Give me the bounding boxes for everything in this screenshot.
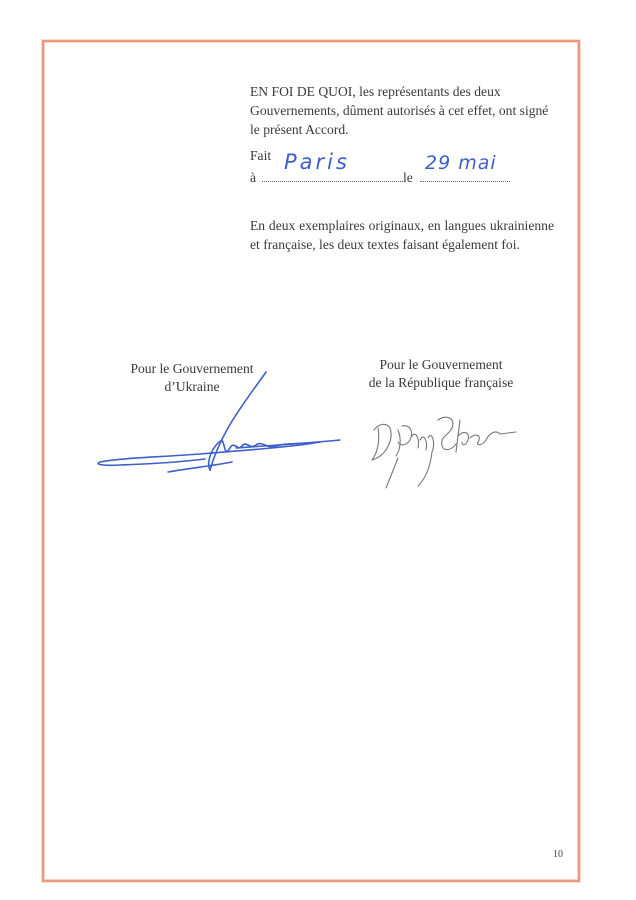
- signature-france: [372, 417, 516, 488]
- page-number: 10: [553, 849, 563, 860]
- signature-ukraine: [98, 372, 340, 472]
- closing-paragraph: EN FOI DE QUOI, les représentants des deux Gouvernements, dûment autorisés à cet effet, ont signé le présent Accord.: [250, 84, 549, 137]
- le-label: le: [403, 170, 413, 185]
- signatory-ukraine-line1: Pour le Gouvernement: [130, 361, 254, 376]
- signatory-ukraine-line2: d’Ukraine: [164, 379, 220, 394]
- fait-label: Fait: [250, 148, 272, 163]
- signatory-france-line2: de la République française: [368, 375, 514, 390]
- copies-paragraph: En deux exemplaires originaux, en langues ukrainienne et française, les deux textes faisant également foi.: [250, 218, 554, 252]
- handwritten-place: Paris: [284, 150, 350, 174]
- a-label: à: [250, 170, 257, 185]
- signatory-france-line1: Pour le Gouvernement: [379, 357, 503, 372]
- handwritten-date: 29 mai: [425, 152, 497, 174]
